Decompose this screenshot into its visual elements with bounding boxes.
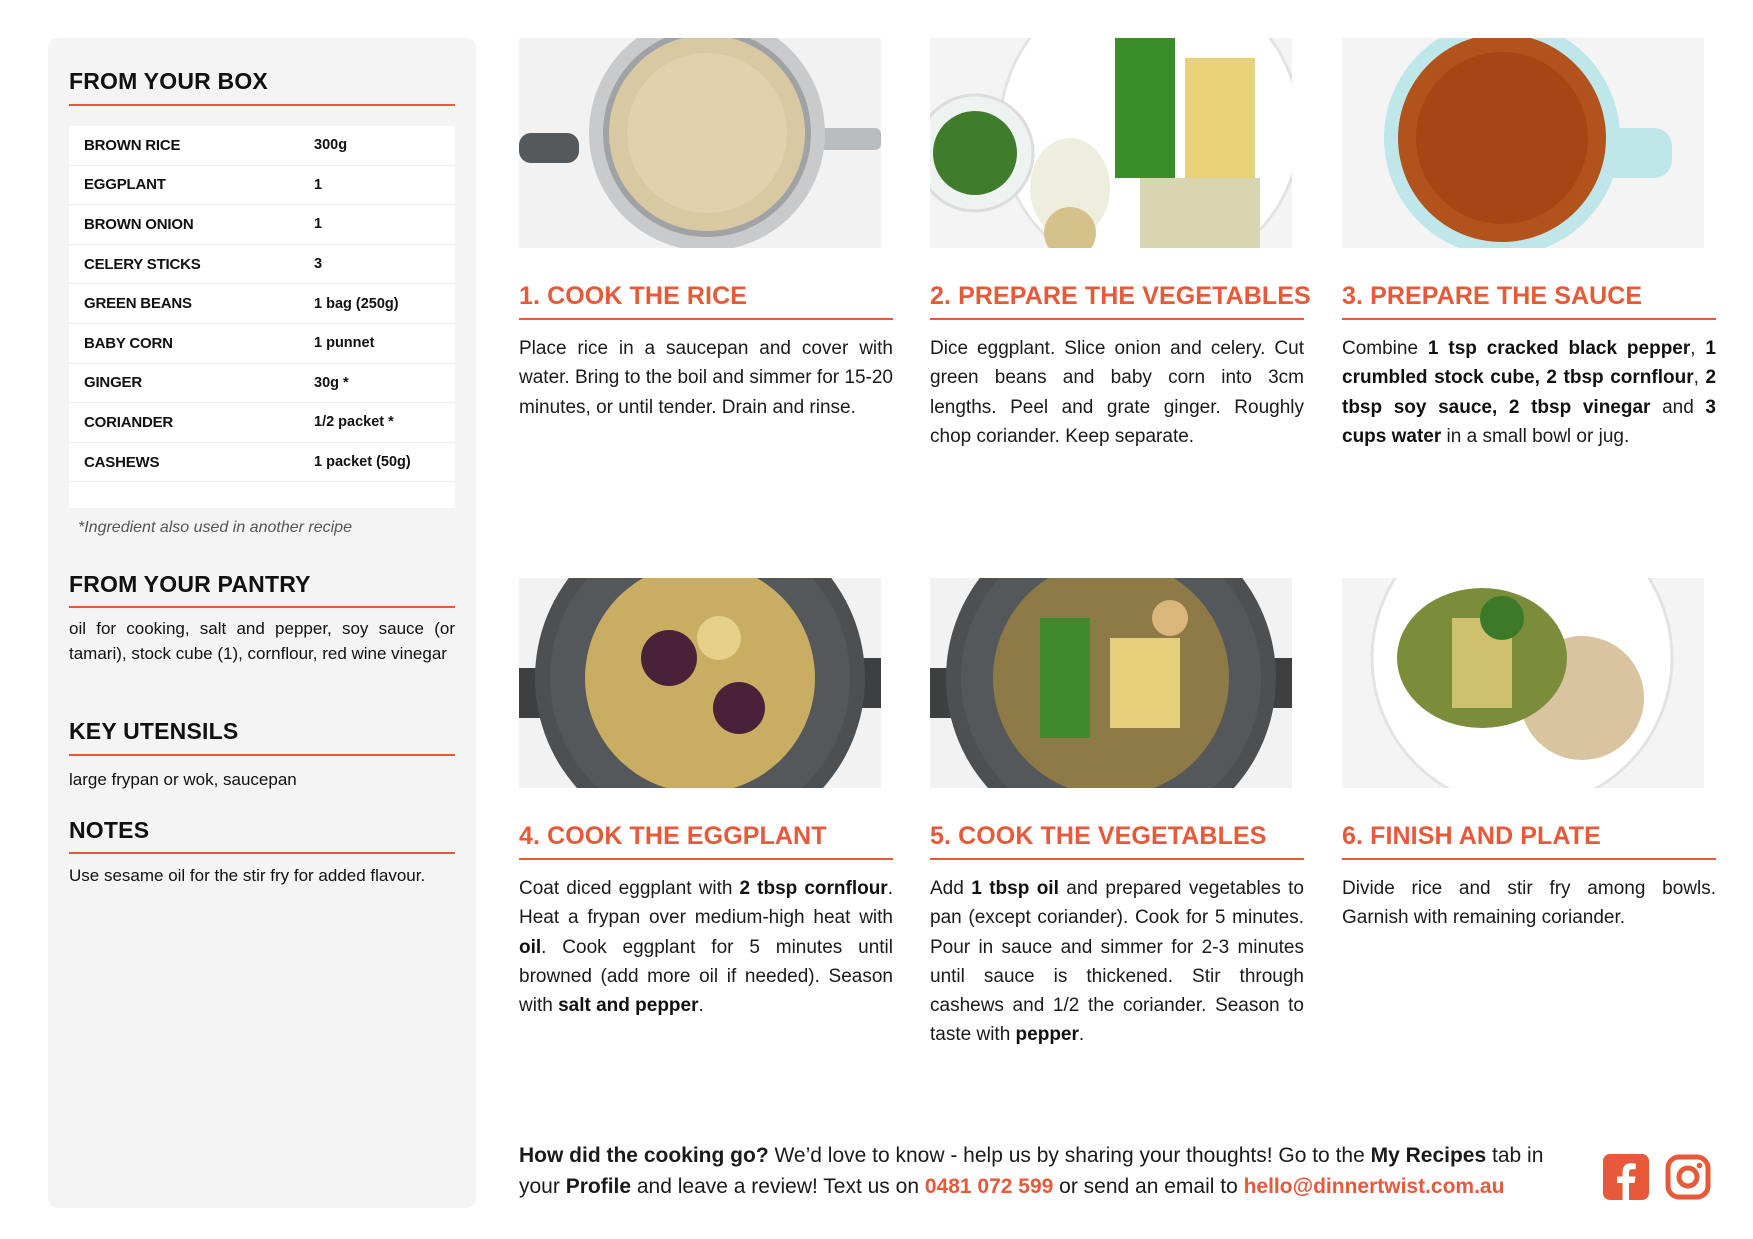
ingredient-row [69, 443, 455, 483]
step-text-segment: . [1078, 1024, 1085, 1046]
step-text-bold: 1 crumbled stock cube, 2 tbsp cornflour [1342, 338, 1716, 389]
step-text-bold: 2 tbsp cornflour [739, 878, 888, 899]
step-text-bold: 2 tbsp soy sauce, 2 tbsp vinegar [1342, 367, 1717, 418]
ingredient-row [69, 324, 455, 364]
pantry-heading: FROM YOUR PANTRY [69, 571, 311, 597]
step-text-segment: Coat diced eggplant with [519, 878, 740, 899]
ingredient-name: CASHEWS [84, 453, 160, 471]
chopped-vegetables-photo [930, 38, 1292, 248]
step-text-bold: pepper [1015, 1024, 1079, 1046]
heading-rule [69, 606, 455, 608]
ingredient-note: *Ingredient also used in another recipe [78, 519, 352, 536]
notes-text: Use sesame oil for the stir fry for added flavour. [69, 866, 426, 885]
heading-rule [69, 104, 455, 106]
step-text-segment: , [1690, 338, 1706, 359]
ingredient-row [69, 364, 455, 404]
step-4-rule [519, 858, 893, 860]
footer-bold: How did the cooking go? [519, 1144, 769, 1167]
ingredient-name: CORIANDER [84, 413, 174, 431]
step-1-title: 1. COOK THE RICE [519, 282, 748, 310]
eggplant-frypan-photo [519, 578, 881, 788]
step-1-text [519, 334, 893, 422]
step-text-bold: 1 tbsp oil [971, 878, 1059, 899]
facebook-icon[interactable] [1603, 1154, 1649, 1200]
utensils-text: large frypan or wok, saucepan [69, 770, 297, 789]
utensils-heading: KEY UTENSILS [69, 718, 239, 744]
step-6-text [1342, 874, 1716, 933]
step-1-rule [519, 318, 893, 320]
contact-link[interactable]: hello@dinnertwist.com.au [1243, 1175, 1505, 1198]
ingredient-row [69, 245, 455, 285]
step-5-text [930, 874, 1304, 1050]
feedback-footer [519, 1140, 1579, 1202]
step-5-title: 5. COOK THE VEGETABLES [930, 822, 1267, 850]
step-4-text [519, 874, 893, 1020]
footer-text: tab in your [519, 1144, 1544, 1198]
ingredient-name: BABY CORN [84, 334, 173, 352]
ingredient-name: CELERY STICKS [84, 255, 201, 273]
ingredient-qty: 1 [314, 176, 323, 193]
step-text-segment: Dice eggplant. Slice onion and celery. Cut green beans and baby corn into 3cm lengths. Peel and grate ginger. Roughly chop coriander. Keep separate. [930, 338, 1304, 447]
heading-rule [69, 852, 455, 854]
step-text-bold: oil [519, 936, 542, 958]
step-text-segment: . Heat a frypan over medium-high heat with [519, 878, 893, 929]
ingredient-qty: 1 [314, 216, 323, 233]
ingredient-row [69, 126, 455, 166]
footer-text: We’d love to know - help us by sharing your thoughts! Go to the [768, 1144, 1371, 1167]
step-6-rule [1342, 858, 1716, 860]
step-2-title: 2. PREPARE THE VEGETABLES [930, 282, 1311, 310]
ingredient-qty: 30g * [314, 374, 349, 391]
step-text-segment: Divide rice and stir fry among bowls. Garnish with remaining coriander. [1342, 878, 1716, 929]
ingredient-row [69, 205, 455, 245]
contact-link[interactable]: 0481 072 599 [924, 1175, 1054, 1198]
ingredients-sidebar [48, 38, 476, 1208]
step-text-segment: in a small bowl or jug. [1441, 425, 1630, 447]
ingredient-qty: 300g [314, 137, 348, 154]
step-text-bold: salt and pepper [558, 995, 699, 1017]
ingredient-qty: 3 [314, 256, 323, 273]
step-2-text [930, 334, 1304, 451]
footer-text: and leave a review! Text us on [631, 1175, 925, 1198]
ingredient-qty: 1 punnet [314, 335, 375, 352]
step-2-rule [930, 318, 1304, 320]
rice-saucepan-photo [519, 38, 881, 248]
from-your-box-heading: FROM YOUR BOX [69, 68, 268, 94]
notes-heading: NOTES [69, 817, 150, 843]
step-3-rule [1342, 318, 1716, 320]
ingredient-qty: 1 packet (50g) [314, 454, 411, 471]
footer-bold: Profile [565, 1175, 632, 1198]
ingredient-row [69, 166, 455, 206]
step-text-segment: and prepared vegetables to pan (except coriander). Cook for 5 minutes. Pour in sauce and simmer for 2-3 minutes until sauce is thickened. Stir through cashews and 1/2 the coriander. Season to taste with [930, 878, 1304, 1046]
step-4-title: 4. COOK THE EGGPLANT [519, 822, 827, 850]
sauce-jug-photo [1342, 38, 1704, 248]
ingredient-row [69, 403, 455, 443]
heading-rule [69, 754, 455, 756]
plated-dish-photo [1342, 578, 1704, 788]
stir-fry-pan-photo [930, 578, 1292, 788]
step-text-segment: , [1693, 367, 1706, 389]
ingredient-qty: 1 bag (250g) [314, 295, 399, 312]
ingredient-name: GREEN BEANS [84, 295, 192, 313]
step-text-segment: . [698, 995, 704, 1017]
step-text-bold: 1 tsp cracked black pepper [1427, 338, 1691, 359]
step-3-text [1342, 334, 1716, 451]
step-text-segment: Add [930, 878, 972, 899]
pantry-text: oil for cooking, salt and pepper, soy sauce (or tamari), stock cube (1), cornflour, red wine vinegar [69, 619, 455, 663]
ingredient-name: BROWN ONION [84, 215, 194, 233]
step-text-segment: Place rice in a saucepan and cover with water. Bring to the boil and simmer for 15-20 minutes, or until tender. Drain and rinse. [519, 338, 893, 418]
step-6-title: 6. FINISH AND PLATE [1342, 822, 1601, 850]
step-3-title: 3. PREPARE THE SAUCE [1342, 282, 1643, 310]
instagram-icon[interactable] [1665, 1154, 1711, 1200]
footer-bold: My Recipes [1370, 1144, 1487, 1167]
step-text-bold: 3 cups water [1342, 396, 1716, 447]
step-text-segment: . Cook eggplant for 5 minutes until browned (add more oil if needed). Season with [519, 936, 893, 1017]
footer-text: or send an email to [1053, 1175, 1244, 1198]
step-text-segment: Combine [1342, 338, 1428, 359]
ingredients-table [69, 126, 455, 508]
ingredient-name: BROWN RICE [84, 136, 181, 154]
step-text-segment: and [1650, 396, 1706, 418]
ingredient-row [69, 284, 455, 324]
ingredient-name: GINGER [84, 374, 142, 392]
ingredient-name: EGGPLANT [84, 176, 166, 194]
ingredient-qty: 1/2 packet * [314, 414, 394, 431]
step-5-rule [930, 858, 1304, 860]
